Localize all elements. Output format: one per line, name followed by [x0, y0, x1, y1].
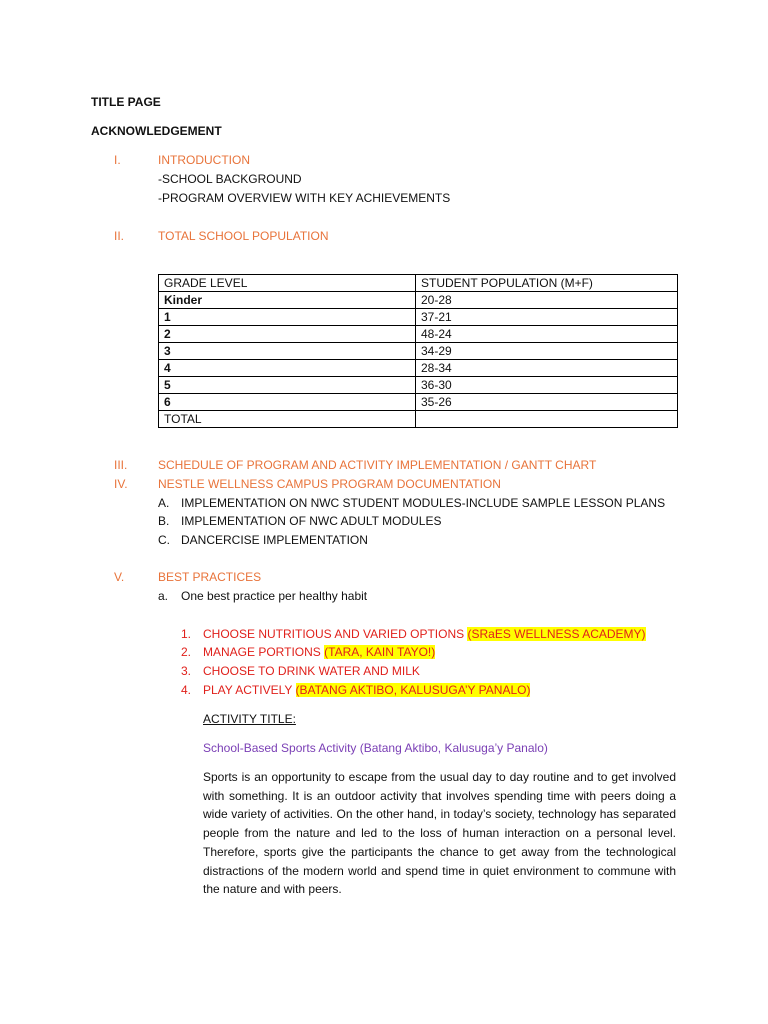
table-cell-grade: 4 — [159, 360, 416, 377]
habit-2-number: 2. — [181, 645, 192, 659]
section-1-title: INTRODUCTION — [158, 153, 250, 167]
table-cell-population: 34-29 — [416, 343, 678, 360]
table-cell-population: 35-26 — [416, 394, 678, 411]
table-cell-population: 37-21 — [416, 309, 678, 326]
section-2-title: TOTAL SCHOOL POPULATION — [158, 229, 329, 243]
table-cell-total-label: TOTAL — [159, 411, 416, 428]
habit-1-highlight: (SRaES WELLNESS ACADEMY) — [467, 627, 646, 641]
habit-1-text: CHOOSE NUTRITIOUS AND VARIED OPTIONS — [203, 627, 468, 641]
table-cell-grade: 3 — [159, 343, 416, 360]
habit-1 — [203, 627, 646, 641]
population-table — [158, 274, 678, 428]
table-cell-population: 20-28 — [416, 292, 678, 309]
section-1-sub-school-background: -SCHOOL BACKGROUND — [158, 172, 302, 186]
habit-2 — [203, 645, 435, 659]
table-row — [159, 394, 678, 411]
section-2-numeral: II. — [114, 229, 125, 243]
section-5-title: BEST PRACTICES — [158, 570, 262, 584]
table-header-cell: GRADE LEVEL — [159, 275, 416, 292]
section-4-item-a-letter: A. — [158, 496, 170, 510]
section-4-item-c-text: DANCERCISE IMPLEMENTATION — [181, 533, 368, 547]
table-cell-grade: 5 — [159, 377, 416, 394]
table-cell-population: 36-30 — [416, 377, 678, 394]
table-header-row — [159, 275, 678, 292]
habit-2-highlight: (TARA, KAIN TAYO!) — [324, 645, 436, 659]
table-row — [159, 360, 678, 377]
section-5-numeral: V. — [114, 570, 125, 584]
table-cell-population: 48-24 — [416, 326, 678, 343]
table-row — [159, 326, 678, 343]
activity-title: School-Based Sports Activity (Batang Aktibo, Kalusuga’y Panalo) — [203, 741, 548, 755]
section-1-sub-program-overview: -PROGRAM OVERVIEW WITH KEY ACHIEVEMENTS — [158, 191, 451, 205]
habit-2-text: MANAGE PORTIONS — [203, 645, 325, 659]
section-1-numeral: I. — [114, 153, 121, 167]
section-3-numeral: III. — [114, 458, 128, 472]
table-header-cell: STUDENT POPULATION (M+F) — [416, 275, 678, 292]
table-row — [159, 377, 678, 394]
table-cell-grade: Kinder — [159, 292, 416, 309]
habit-4-highlight: (BATANG AKTIBO, KALUSUGA’Y PANALO) — [295, 683, 531, 697]
habit-4-text: PLAY ACTIVELY — [203, 683, 296, 697]
habit-3-text: CHOOSE TO DRINK WATER AND MILK — [203, 664, 420, 678]
section-5-sub-letter: a. — [158, 589, 169, 603]
table-cell-population: 28-34 — [416, 360, 678, 377]
habit-3-number: 3. — [181, 664, 192, 678]
section-5-sub-text: One best practice per healthy habit — [181, 589, 368, 603]
table-cell-grade: 6 — [159, 394, 416, 411]
section-4-item-b-letter: B. — [158, 514, 170, 528]
habit-4 — [203, 683, 530, 697]
activity-title-label: ACTIVITY TITLE: — [203, 712, 296, 726]
section-3-title: SCHEDULE OF PROGRAM AND ACTIVITY IMPLEMENTATION / GANTT CHART — [158, 458, 597, 472]
section-4-item-c-letter: C. — [158, 533, 170, 547]
section-4-item-a-text: IMPLEMENTATION ON NWC STUDENT MODULES-INCLUDE SAMPLE LESSON PLANS — [181, 496, 666, 510]
section-4-item-b-text: IMPLEMENTATION OF NWC ADULT MODULES — [181, 514, 442, 528]
habit-1-number: 1. — [181, 627, 192, 641]
section-4-numeral: IV. — [114, 477, 128, 491]
habit-3 — [203, 664, 420, 678]
habit-4-number: 4. — [181, 683, 192, 697]
table-cell-total-value — [416, 411, 678, 428]
table-cell-grade: 1 — [159, 309, 416, 326]
table-row — [159, 411, 678, 428]
section-4-title: NESTLE WELLNESS CAMPUS PROGRAM DOCUMENTATION — [158, 477, 501, 491]
activity-description: Sports is an opportunity to escape from the usual day to day routine and to get involved with something. It is an outdoor activity that involves spending time with peers doing a wide variety of activities. On the other hand, in today’s society, technology has separated people from the nature and led to the loss of human interaction on a personal level. Therefore, sports give the participants the chance to get away from the technological distractions of the modern world and spend time in quiet environment to commune with the nature and with peers. — [203, 770, 676, 897]
title-page-heading: TITLE PAGE — [91, 95, 161, 109]
table-row — [159, 292, 678, 309]
table-row — [159, 343, 678, 360]
acknowledgement-heading: ACKNOWLEDGEMENT — [91, 124, 222, 138]
table-cell-grade: 2 — [159, 326, 416, 343]
table-row — [159, 309, 678, 326]
